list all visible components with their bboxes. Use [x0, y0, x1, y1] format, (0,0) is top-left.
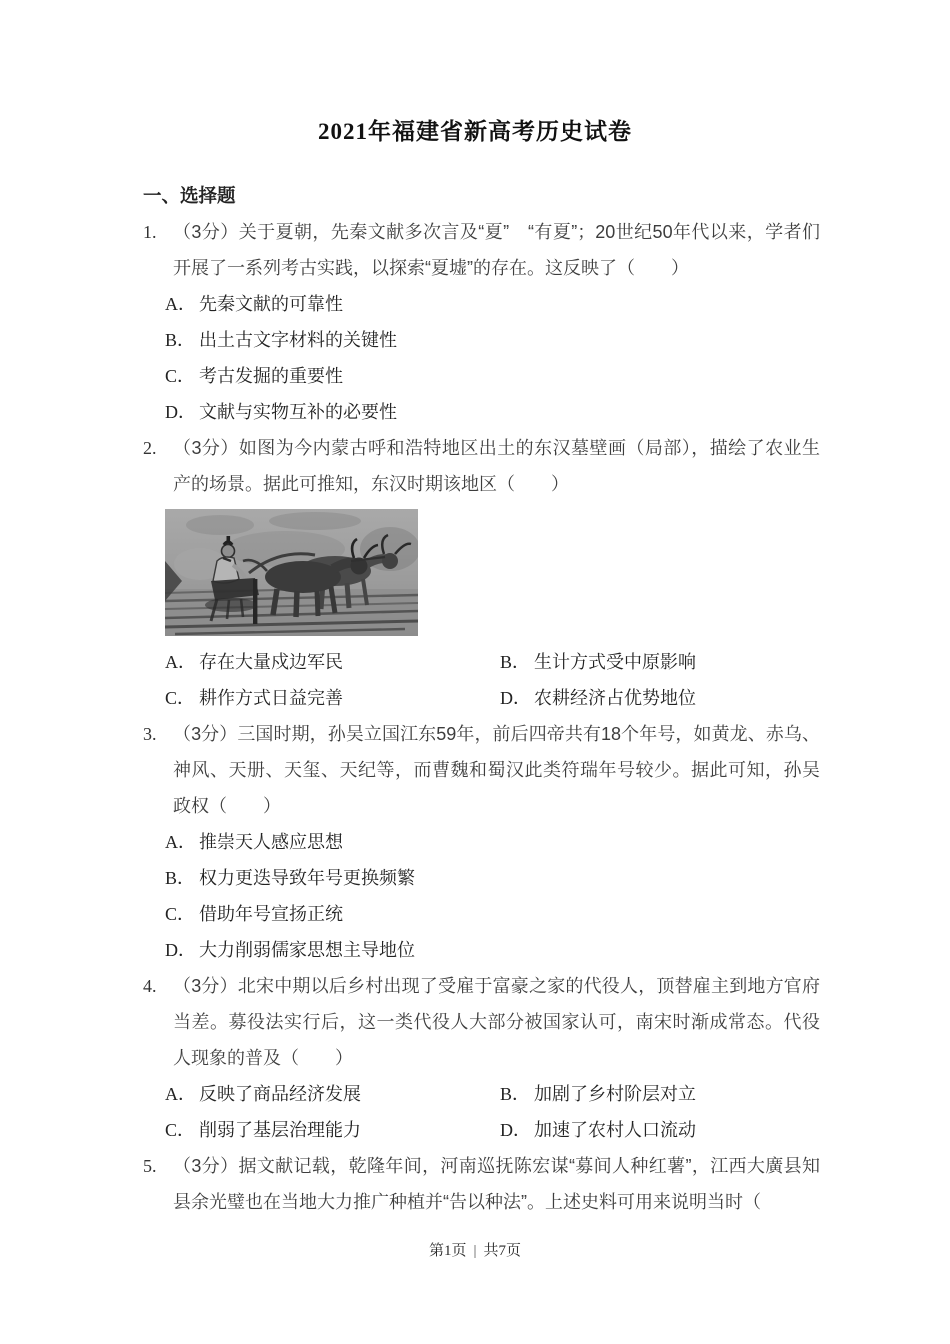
page-footer	[0, 1241, 950, 1261]
option-row	[165, 680, 500, 716]
option-label: D．	[165, 940, 196, 960]
option-label: C．	[165, 904, 196, 924]
option-text: 耕作方式日益完善	[199, 688, 343, 708]
question-5	[143, 1148, 820, 1220]
question-stem: （3分）如图为今内蒙古呼和浩特地区出土的东汉墓壁画（局部），描绘了农业生产的场景。据此可推知，东汉时期该地区（ ）	[173, 438, 820, 494]
option-label: A．	[165, 832, 196, 852]
option-row	[143, 824, 820, 860]
option-label: C．	[165, 366, 196, 386]
option-text: 推崇天人感应思想	[199, 832, 343, 852]
question-3	[143, 716, 820, 968]
option-row	[143, 322, 820, 358]
option-text: 削弱了基层治理能力	[199, 1120, 361, 1140]
option-text: 农耕经济占优势地位	[534, 688, 696, 708]
question-stem: （3分）关于夏朝，先秦文献多次言及“夏” “有夏”；20世纪50年代以来，学者们开展了一系列考古实践，以探索“夏墟”的存在。这反映了（ ）	[173, 222, 820, 278]
question-1	[143, 214, 820, 430]
section-header: 一、选择题	[143, 185, 236, 206]
tomb-mural-svg	[165, 509, 418, 636]
option-text: 加剧了乡村阶层对立	[534, 1084, 696, 1104]
option-row	[165, 1076, 500, 1112]
question-stem: （3分）据文献记载，乾隆年间，河南巡抚陈宏谋“募间人种红薯”，江西大廣县知县余光璧也在当地大力推广种植并“告以种法”。上述史料可用来说明当时（	[173, 1156, 820, 1212]
question-4	[143, 968, 820, 1148]
option-label: D．	[500, 1120, 531, 1140]
page-content	[143, 178, 820, 1220]
question-number: 2.	[143, 438, 157, 458]
option-label: B．	[165, 868, 196, 888]
question-stem: （3分）北宋中期以后乡村出现了受雇于富豪之家的代役人，顶替雇主到地方官府当差。募役法实行后，这一类代役人大部分被国家认可，南宋时渐成常态。代役人现象的普及（ ）	[173, 976, 820, 1068]
question-number: 3.	[143, 724, 157, 744]
option-text: 先秦文献的可靠性	[199, 294, 343, 314]
footer-total-pages: 共7页	[483, 1243, 522, 1259]
option-text: 生计方式受中原影响	[534, 652, 696, 672]
option-text: 大力削弱儒家思想主导地位	[199, 940, 415, 960]
question-stem: （3分）三国时期，孙吴立国江东59年，前后四帝共有18个年号，如黄龙、赤乌、神风、天册、天玺、天纪等，而曹魏和蜀汉此类符瑞年号较少。据此可知，孙吴政权（ ）	[173, 724, 820, 816]
option-text: 借助年号宣扬正统	[199, 904, 343, 924]
option-label: B．	[500, 1084, 531, 1104]
question-number: 5.	[143, 1156, 157, 1176]
option-label: B．	[500, 652, 531, 672]
options-grid	[143, 1076, 820, 1148]
option-row	[143, 932, 820, 968]
footer-page-number: 第1页	[428, 1243, 467, 1259]
tomb-mural-image	[165, 509, 418, 636]
options-list	[143, 286, 820, 430]
option-label: C．	[165, 688, 196, 708]
option-row	[143, 394, 820, 430]
option-row	[143, 286, 820, 322]
option-text: 考古发掘的重要性	[199, 366, 343, 386]
option-label: A．	[165, 1084, 196, 1104]
option-text: 文献与实物互补的必要性	[199, 402, 397, 422]
option-row	[143, 358, 820, 394]
option-label: C．	[165, 1120, 196, 1140]
option-label: A．	[165, 294, 196, 314]
option-text: 反映了商品经济发展	[199, 1084, 361, 1104]
option-row	[143, 860, 820, 896]
footer-separator: |	[473, 1243, 477, 1259]
option-text: 权力更迭导致年号更换频繁	[199, 868, 415, 888]
question-2	[143, 430, 820, 716]
question-number: 1.	[143, 222, 157, 242]
option-row	[143, 896, 820, 932]
option-row	[165, 1112, 500, 1148]
option-text: 加速了农村人口流动	[534, 1120, 696, 1140]
option-text: 存在大量戍边军民	[199, 652, 343, 672]
option-text: 出土古文字材料的关键性	[199, 330, 397, 350]
options-grid	[143, 644, 820, 716]
option-label: D．	[500, 688, 531, 708]
option-row	[500, 680, 820, 716]
option-label: B．	[165, 330, 196, 350]
option-row	[500, 1112, 820, 1148]
question-number: 4.	[143, 976, 157, 996]
option-row	[165, 644, 500, 680]
option-label: A．	[165, 652, 196, 672]
option-row	[500, 1076, 820, 1112]
options-list	[143, 824, 820, 968]
page-title: 2021年福建省新高考历史试卷	[318, 119, 632, 144]
option-row	[500, 644, 820, 680]
option-label: D．	[165, 402, 196, 422]
